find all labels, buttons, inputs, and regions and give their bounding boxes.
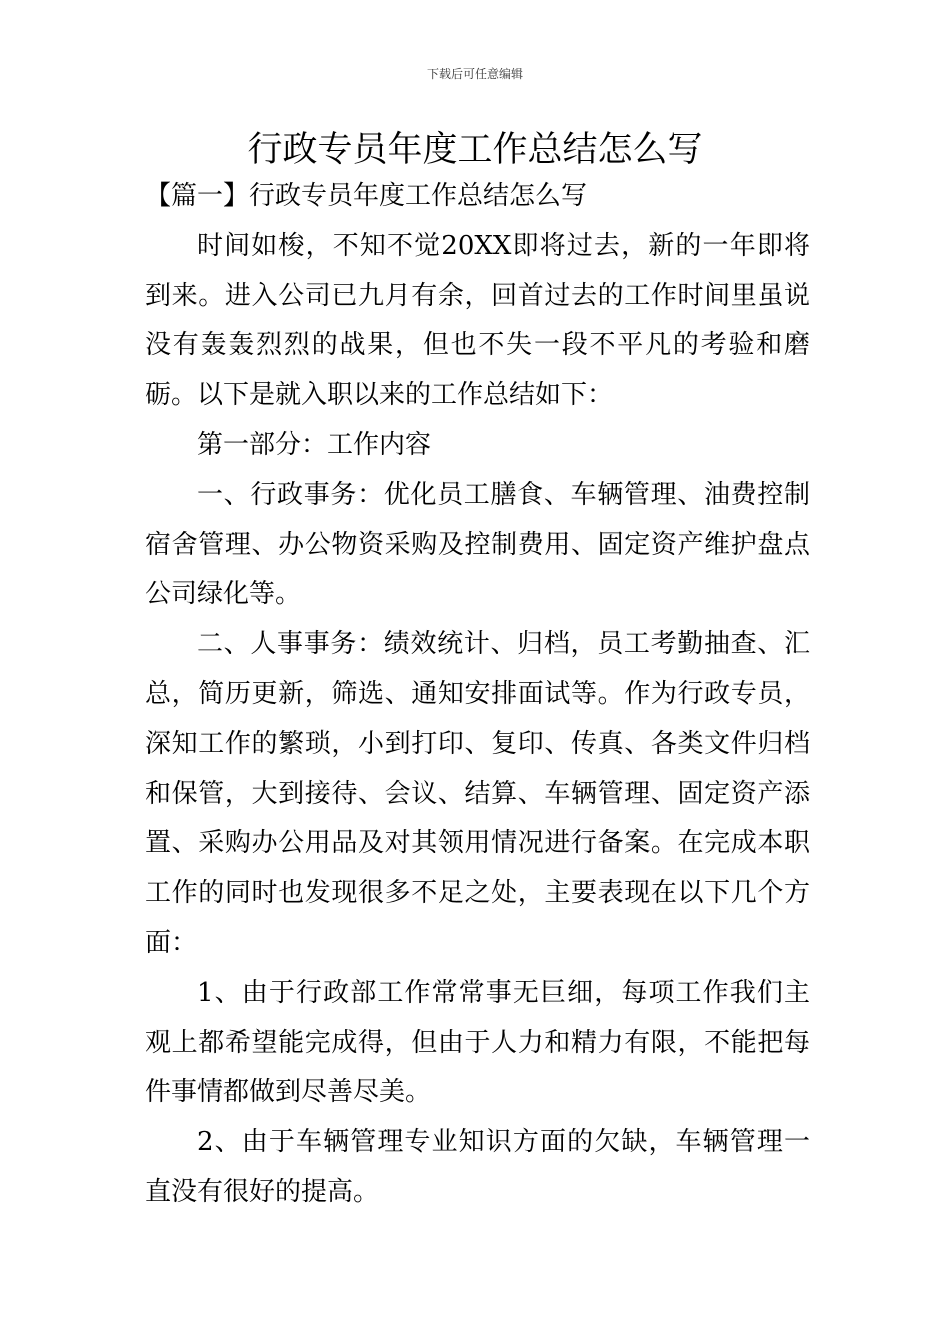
document-title: 行政专员年度工作总结怎么写 (247, 130, 703, 170)
document-body (145, 172, 810, 1218)
header-note: 下载后可任意编辑 (426, 67, 523, 81)
paragraph: 一、行政事务：优化员工膳食、车辆管理、油费控制宿舍管理、办公物资采购及控制费用、固定资产维护盘点公司绿化等。 (145, 479, 810, 610)
paragraph: 时间如梭，不知不觉20XX即将过去，新的一年即将到来。进入公司已九月有余，回首过去的工作时间里虽说没有轰轰烈烈的战果，但也不失一段不平凡的考验和磨砺。以下是就入职以来的工作总结如下： (145, 230, 810, 411)
paragraph: 第一部分：工作内容 (197, 429, 432, 460)
paragraph: 二、人事事务：绩效统计、归档，员工考勤抽查、汇总，简历更新，筛选、通知安排面试等。作为行政专员，深知工作的繁琐，小到打印、复印、传真、各类文件归档和保管，大到接待、会议、结算、车辆管理、固定资产添置、采购办公用品及对其领用情况进行备案。在完成本职工作的同时也发现很多不足之处，主要表现在以下几个方面： (145, 629, 810, 958)
paragraph: 1、由于行政部工作常常事无巨细，每项工作我们主观上都希望能完成得，但由于人力和精力有限，不能把每件事情都做到尽善尽美。 (145, 977, 810, 1108)
paragraph: 2、由于车辆管理专业知识方面的欠缺，车辆管理一直没有很好的提高。 (145, 1127, 810, 1207)
section-heading: 【篇一】行政专员年度工作总结怎么写 (145, 181, 588, 211)
